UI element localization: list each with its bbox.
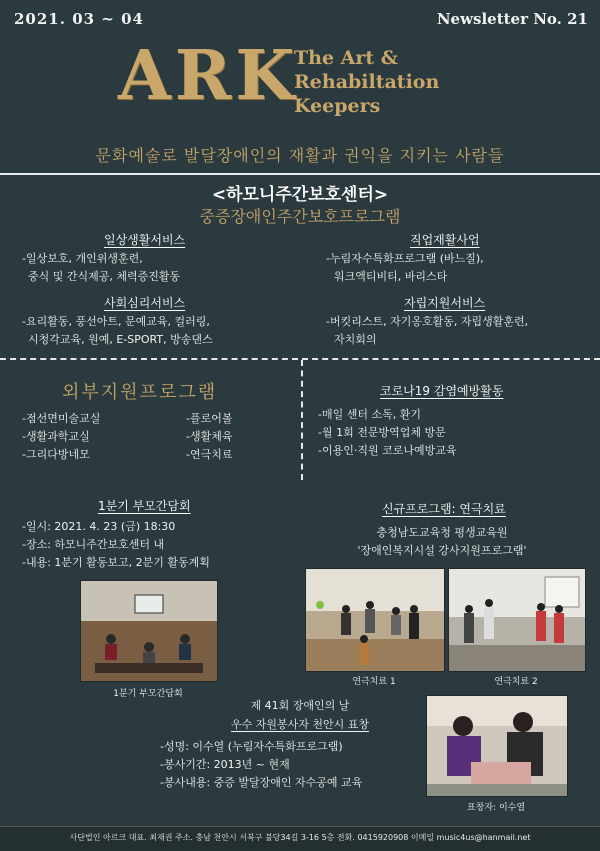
award-heading2: 우수 자원봉사자 천안시 표창 — [230, 718, 369, 731]
external-item: -점선면미술교실 — [22, 412, 101, 425]
psych-heading: 사회심리서비스 — [104, 296, 186, 310]
external-col1 — [22, 410, 100, 464]
external-item: -생활체육 — [186, 430, 233, 443]
newprog-heading: 신규프로그램: 연극치료 — [382, 502, 506, 516]
ark-logo: ARK — [118, 36, 299, 116]
award-photo-caption: 표창자: 이수열 — [466, 803, 526, 813]
newprog-line1: 충청남도교육청 평생교육원 — [376, 526, 508, 539]
newsletter-number: Newsletter No. 21 — [436, 10, 588, 28]
award-photo — [426, 695, 568, 797]
daily-line1: -일상보호, 개인위생훈련, — [22, 252, 143, 265]
footer-contact: 사단법인 아르크 대표. 최재권 주소. 충남 천안시 서북구 불당34길 3-16 5층 전화. 0415920908 이메일 music4us@hanmail.net — [69, 833, 531, 842]
external-item: -연극치료 — [186, 448, 233, 461]
theater-image-2 — [449, 569, 585, 671]
independent-line2: 자치회의 — [334, 333, 377, 346]
tagline: 문화예술로 발달장애인의 재활과 권익을 지키는 사람들 — [95, 146, 505, 165]
vocational-line2: 워크액티비티, 바리스타 — [334, 270, 448, 283]
meeting-room-image — [81, 581, 217, 681]
newprog-line2: '장애인복지시설 강사지원프로그램' — [357, 544, 527, 557]
logo-sub-line3: Keepers — [294, 95, 381, 117]
award-text — [160, 738, 362, 792]
external-item: -그리다방네모 — [22, 448, 90, 461]
logo-sub-line1: The Art & — [294, 47, 398, 69]
newprog-text — [312, 524, 572, 560]
external-item: -생활과학교실 — [22, 430, 90, 443]
external-col2 — [186, 410, 232, 464]
embroidery-image — [427, 696, 567, 796]
parents-line1: -일시: 2021. 4. 23 (금) 18:30 — [22, 520, 176, 533]
independent-heading: 자립지원서비스 — [404, 296, 486, 310]
theater-photo-1 — [305, 568, 445, 672]
daily-heading: 일상생활서비스 — [104, 233, 186, 247]
psych-line1: -요리활동, 풍선아트, 문예교육, 컬러링, — [22, 315, 210, 328]
center-subtitle: 중증장애인주간보호프로그램 — [199, 207, 401, 226]
parents-text — [22, 518, 210, 572]
vocational-text — [326, 250, 484, 286]
parents-meeting-photo — [80, 580, 218, 682]
center-title: <하모니주간보호센터> — [211, 185, 389, 205]
issue-date: 2021. 03 ~ 04 — [14, 10, 144, 28]
covid-line1: -매일 센터 소독, 환기 — [318, 408, 421, 421]
award-line1: -성명: 이수열 (누림자수특화프로그램) — [160, 740, 343, 753]
theater-caption-2: 연극치료 2 — [494, 677, 538, 687]
dashed-divider-horizontal — [0, 358, 600, 360]
parents-photo-caption: 1분기 부모간담회 — [113, 689, 183, 699]
award-line3: -봉사내용: 중증 발달장애인 자수공예 교육 — [160, 776, 363, 789]
covid-line3: -이용인·직원 코로나예방교육 — [318, 444, 457, 457]
covid-heading: 코로나19 감염예방활동 — [380, 384, 504, 398]
covid-line2: -월 1회 전문방역업체 방문 — [318, 426, 446, 439]
psych-text — [22, 313, 213, 349]
independent-line1: -버킷리스트, 자기옹호활동, 자립생활훈련, — [326, 315, 529, 328]
parents-line2: -장소: 하모니주간보호센터 내 — [22, 538, 165, 551]
independent-text — [326, 313, 528, 349]
theater-image-1 — [306, 569, 444, 671]
award-heading1: 제 41회 장애인의 날 — [250, 699, 350, 712]
parents-line3: -내용: 1분기 활동보고, 2분기 활동계획 — [22, 556, 210, 569]
theater-caption-1: 연극치료 1 — [352, 677, 396, 687]
award-line2: -봉사기간: 2013년 ~ 현재 — [160, 758, 290, 771]
external-title: 외부지원프로그램 — [62, 382, 218, 403]
daily-text — [22, 250, 180, 286]
logo-sub-line2: Rehabiltation — [294, 71, 440, 93]
theater-photo-2 — [448, 568, 586, 672]
daily-line2: 중식 및 간식제공, 체력증진활동 — [28, 270, 181, 283]
dashed-divider-vertical — [301, 360, 303, 480]
psych-line2: 시청각교육, 원예, E-SPORT, 방송댄스 — [28, 333, 213, 346]
logo-subtitle — [294, 46, 439, 118]
vocational-heading: 직업재활사업 — [410, 233, 480, 247]
covid-text — [318, 406, 456, 460]
parents-heading: 1분기 부모간담회 — [98, 499, 191, 513]
vocational-line1: -누림자수특화프로그램 (바느질), — [326, 252, 484, 265]
external-item: -플로어볼 — [186, 412, 233, 425]
divider-top — [0, 173, 600, 175]
